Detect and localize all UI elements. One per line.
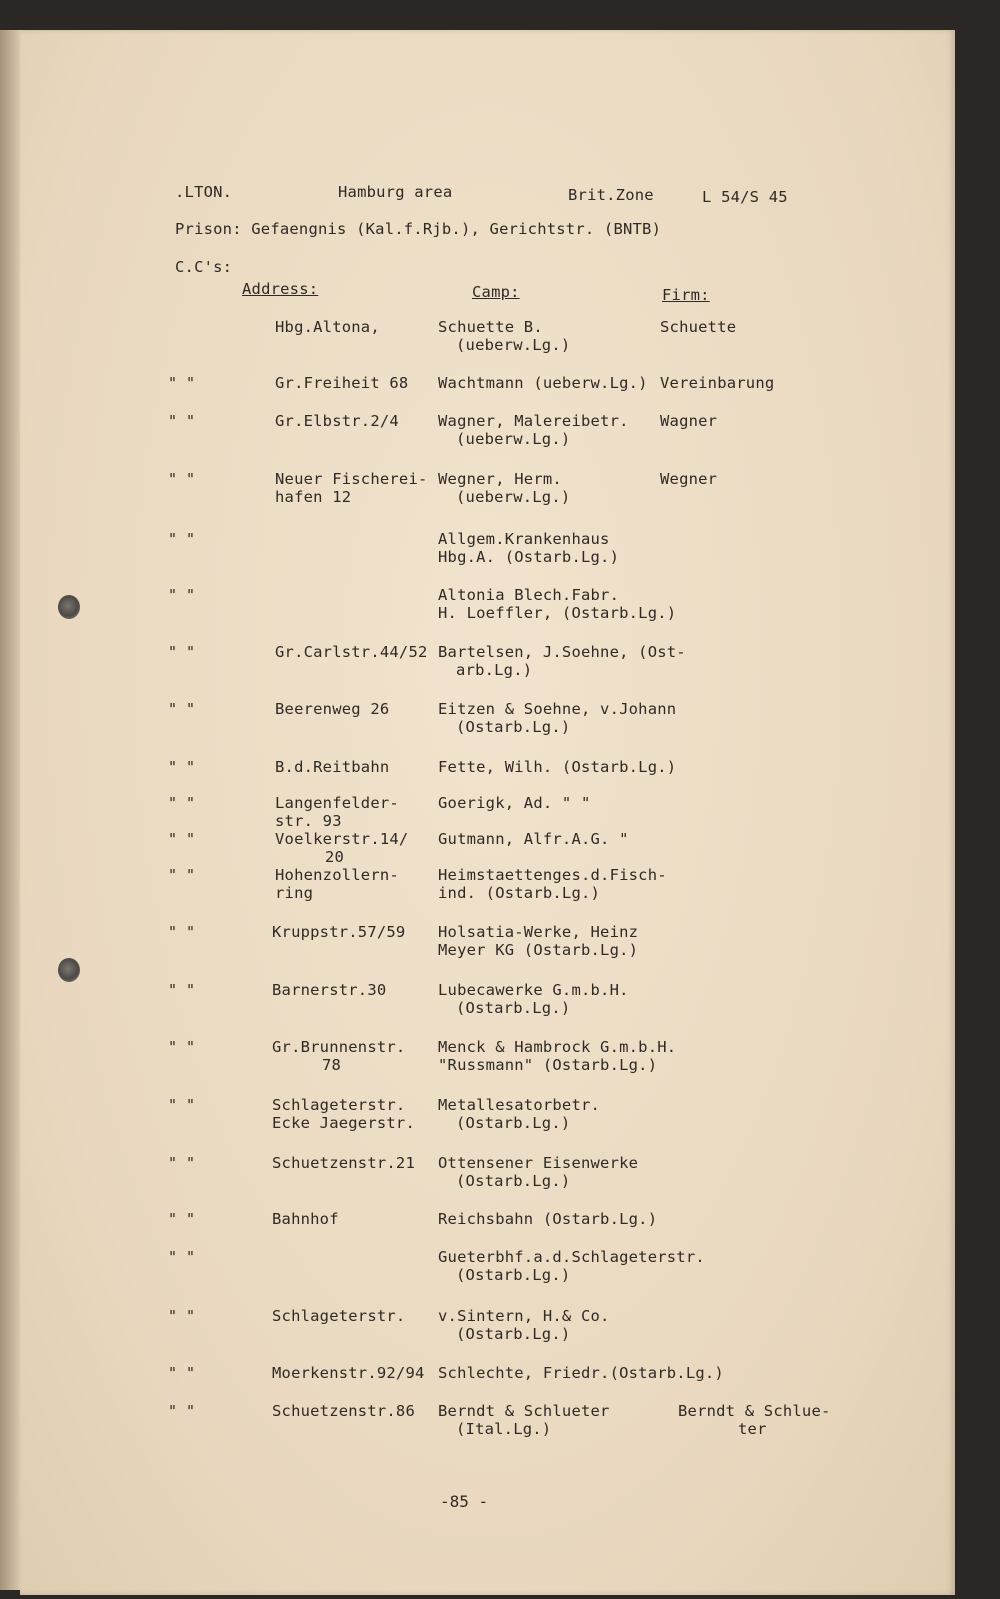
address-cell: Hbg.Altona, — [275, 318, 380, 336]
punch-hole-icon — [58, 595, 80, 619]
address-cell: Gr.Freiheit 68 — [275, 374, 409, 392]
address-cell: 20 — [325, 848, 345, 866]
camp-cell: Berndt & Schlueter — [438, 1402, 610, 1420]
camp-cell: (ueberw.Lg.) — [456, 336, 571, 354]
camp-cell: Altonia Blech.Fabr. — [438, 586, 620, 604]
camp-cell: Goerigk, Ad. " " — [438, 794, 591, 812]
ditto-marks: " " — [168, 530, 196, 548]
ditto-marks: " " — [168, 1364, 196, 1382]
camp-cell: Lubecawerke G.m.b.H. — [438, 981, 629, 999]
ditto-marks: " " — [168, 470, 196, 488]
address-cell: ring — [275, 884, 314, 902]
firm-cell: Wagner — [660, 412, 718, 430]
address-cell: Neuer Fischerei- — [275, 470, 428, 488]
address-cell: Gr.Elbstr.2/4 — [275, 412, 399, 430]
camp-cell: (ueberw.Lg.) — [456, 430, 571, 448]
ditto-marks: " " — [168, 700, 196, 718]
ditto-marks: " " — [168, 374, 196, 392]
camp-cell: (Ostarb.Lg.) — [456, 718, 571, 736]
header-area: Hamburg area — [338, 183, 453, 201]
address-cell: Schlageterstr. — [272, 1096, 406, 1114]
ditto-marks: " " — [168, 758, 196, 776]
address-cell: 78 — [322, 1056, 342, 1074]
page — [20, 30, 955, 1595]
camp-cell: Reichsbahn (Ostarb.Lg.) — [438, 1210, 658, 1228]
address-cell: Hohenzollern- — [275, 866, 399, 884]
camp-cell: (Ostarb.Lg.) — [456, 1266, 571, 1284]
camp-cell: arb.Lg.) — [456, 661, 533, 679]
camp-cell: Menck & Hambrock G.m.b.H. — [438, 1038, 677, 1056]
prison-line: Prison: Gefaengnis (Kal.f.Rjb.), Gerichtstr. (BNTB) — [175, 220, 662, 238]
address-cell: Langenfelder- — [275, 794, 399, 812]
ditto-marks: " " — [168, 981, 196, 999]
address-cell: B.d.Reitbahn — [275, 758, 390, 776]
address-cell: Gr.Brunnenstr. — [272, 1038, 406, 1056]
address-cell: Ecke Jaegerstr. — [272, 1114, 415, 1132]
previous-page-edge — [0, 30, 20, 1590]
ditto-marks: " " — [168, 830, 196, 848]
camp-cell: Meyer KG (Ostarb.Lg.) — [438, 941, 639, 959]
punch-hole-icon — [58, 958, 80, 982]
address-cell: Kruppstr.57/59 — [272, 923, 406, 941]
firm-cell: Berndt & Schlue- — [678, 1402, 831, 1420]
camp-cell: Holsatia-Werke, Heinz — [438, 923, 639, 941]
ditto-marks: " " — [168, 643, 196, 661]
firm-cell: ter — [738, 1420, 767, 1438]
camp-cell: Bartelsen, J.Soehne, (Ost- — [438, 643, 686, 661]
camp-cell: Schlechte, Friedr.(Ostarb.Lg.) — [438, 1364, 724, 1382]
firm-cell: Wegner — [660, 470, 718, 488]
address-cell: Voelkerstr.14/ — [275, 830, 409, 848]
firm-cell: Vereinbarung — [660, 374, 775, 392]
camp-cell: Schuette B. — [438, 318, 543, 336]
camp-cell: ind. (Ostarb.Lg.) — [438, 884, 601, 902]
column-heading-firm: Firm: — [662, 286, 710, 304]
camp-cell: (Ostarb.Lg.) — [456, 999, 571, 1017]
camp-cell: Wachtmann (ueberw.Lg.) — [438, 374, 648, 392]
camp-cell: Metallesatorbetr. — [438, 1096, 601, 1114]
column-heading-address: Address: — [242, 280, 319, 298]
camp-cell: Ottensener Eisenwerke — [438, 1154, 639, 1172]
camp-cell: Hbg.A. (Ostarb.Lg.) — [438, 548, 620, 566]
page-number: -85 - — [440, 1492, 489, 1511]
ditto-marks: " " — [168, 1096, 196, 1114]
camp-cell: (Ostarb.Lg.) — [456, 1114, 571, 1132]
ditto-marks: " " — [168, 1402, 196, 1420]
header-zone: Brit.Zone — [568, 186, 654, 204]
camp-cell: (Ostarb.Lg.) — [456, 1172, 571, 1190]
ditto-marks: " " — [168, 1248, 196, 1266]
address-cell: Schlageterstr. — [272, 1307, 406, 1325]
address-cell: Barnerstr.30 — [272, 981, 387, 999]
address-cell: Schuetzenstr.86 — [272, 1402, 415, 1420]
ditto-marks: " " — [168, 866, 196, 884]
camp-cell: Fette, Wilh. (Ostarb.Lg.) — [438, 758, 677, 776]
camp-cell: (Ital.Lg.) — [456, 1420, 552, 1438]
address-cell: Moerkenstr.92/94 — [272, 1364, 425, 1382]
camp-cell: (ueberw.Lg.) — [456, 488, 571, 506]
ditto-marks: " " — [168, 1210, 196, 1228]
column-heading-camp: Camp: — [472, 283, 520, 301]
camp-cell: Allgem.Krankenhaus — [438, 530, 610, 548]
ditto-marks: " " — [168, 1038, 196, 1056]
camp-cell: Wegner, Herm. — [438, 470, 562, 488]
camp-cell: H. Loeffler, (Ostarb.Lg.) — [438, 604, 677, 622]
ditto-marks: " " — [168, 923, 196, 941]
header-location: .LTON. — [175, 183, 233, 201]
firm-cell: Schuette — [660, 318, 737, 336]
ditto-marks: " " — [168, 412, 196, 430]
ditto-marks: " " — [168, 794, 196, 812]
address-cell: hafen 12 — [275, 488, 352, 506]
camp-cell: (Ostarb.Lg.) — [456, 1325, 571, 1343]
address-cell: Bahnhof — [272, 1210, 339, 1228]
camp-cell: v.Sintern, H.& Co. — [438, 1307, 610, 1325]
camp-cell: Eitzen & Soehne, v.Johann — [438, 700, 677, 718]
address-cell: str. 93 — [275, 812, 342, 830]
ditto-marks: " " — [168, 1154, 196, 1172]
ditto-marks: " " — [168, 586, 196, 604]
address-cell: Schuetzenstr.21 — [272, 1154, 415, 1172]
camp-cell: Gueterbhf.a.d.Schlageterstr. — [438, 1248, 705, 1266]
address-cell: Beerenweg 26 — [275, 700, 390, 718]
camp-cell: Wagner, Malereibetr. — [438, 412, 629, 430]
camp-cell: Heimstaettenges.d.Fisch- — [438, 866, 667, 884]
camp-cell: "Russmann" (Ostarb.Lg.) — [438, 1056, 658, 1074]
address-cell: Gr.Carlstr.44/52 — [275, 643, 428, 661]
cwc-label: C.C's: — [175, 258, 233, 276]
ditto-marks: " " — [168, 1307, 196, 1325]
camp-cell: Gutmann, Alfr.A.G. " — [438, 830, 629, 848]
header-reference: L 54/S 45 — [702, 188, 788, 206]
